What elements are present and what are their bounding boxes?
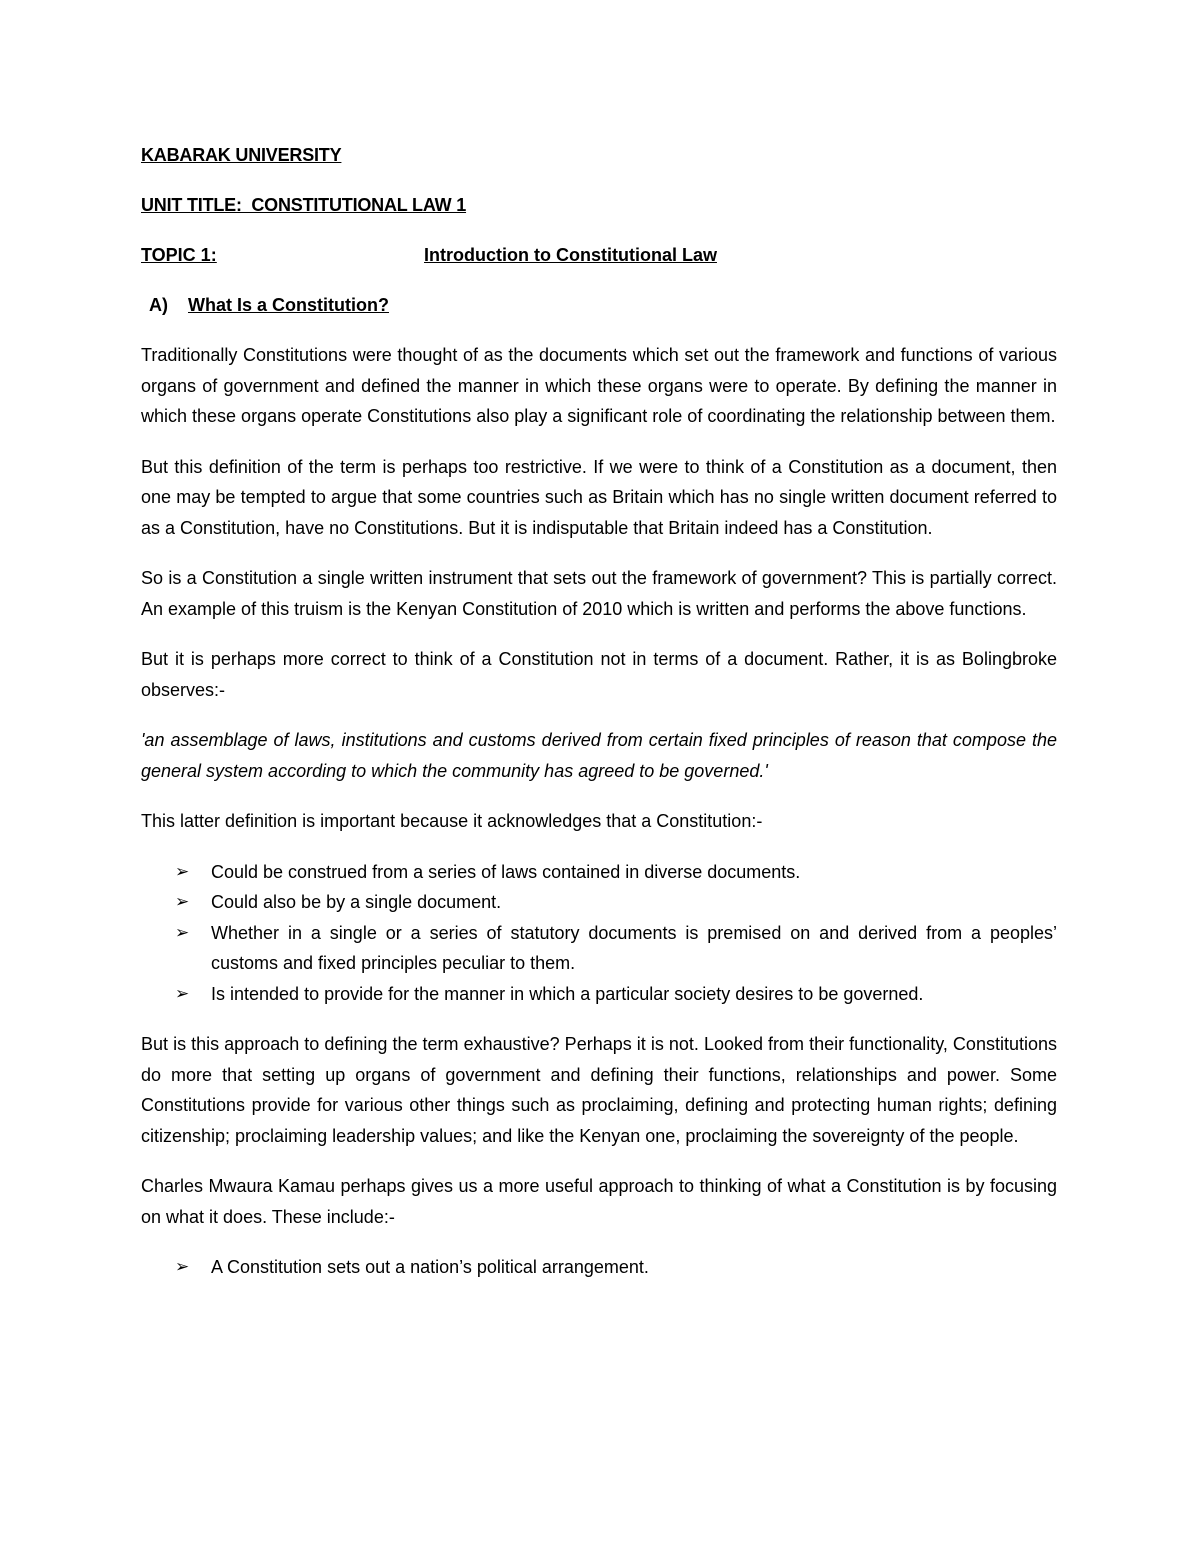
paragraph-3: So is a Constitution a single written instrument that sets out the framework of government? This is partially correct. An example of this truism is the Kenyan Constitution of 2010 which is written and performs the above functions. [141, 568, 1057, 619]
constitution-functions-list [141, 1252, 1057, 1283]
topic-heading [141, 240, 1057, 270]
paragraph-4: But it is perhaps more correct to think of a Constitution not in terms of a document. Rather, it is as Bolingbroke observes:- [141, 649, 1057, 700]
section-a-marker: A) [149, 295, 168, 315]
unit-title-heading: UNIT TITLE: CONSTITUTIONAL LAW 1 [141, 195, 467, 215]
list-item: ➢ Could also be by a single document. [141, 887, 1057, 918]
section-a-title: What Is a Constitution? [188, 295, 389, 315]
list-item: ➢ Whether in a single or a series of statutory documents is premised on and derived from a peoples’ customs and fixed principles peculiar to them. [141, 918, 1057, 979]
paragraph-1: Traditionally Constitutions were thought of as the documents which set out the framework and functions of various organs of government and defined the manner in which these organs were to operate. By defining the manner in which these organs operate Constitutions also play a significant role of coordinating the relationship between them. [141, 345, 1057, 426]
topic-label: TOPIC 1: [141, 245, 217, 265]
bolingbroke-quote: 'an assemblage of laws, institutions and customs derived from certain fixed principles of reason that compose the general system according to which the community has agreed to be governed.' [141, 730, 1057, 781]
arrow-bullet-icon: ➢ [175, 983, 190, 1003]
arrow-bullet-icon: ➢ [175, 892, 190, 911]
section-a-heading [141, 290, 1057, 320]
list-item: ➢ Is intended to provide for the manner in which a particular society desires to be governed. [141, 979, 1057, 1010]
arrow-bullet-icon: ➢ [175, 1257, 190, 1276]
paragraph-5: This latter definition is important because it acknowledges that a Constitution:- [141, 811, 763, 831]
topic-title: Introduction to Constitutional Law [424, 245, 717, 265]
list-item: ➢ A Constitution sets out a nation’s political arrangement. [141, 1252, 1057, 1283]
paragraph-7: Charles Mwaura Kamau perhaps gives us a more useful approach to thinking of what a Constitution is by focusing on what it does. These include:- [141, 1176, 1057, 1227]
paragraph-2: But this definition of the term is perhaps too restrictive. If we were to think of a Constitution as a document, then one may be tempted to argue that some countries such as Britain which has no single written document referred to as a Constitution, have no Constitutions. But it is indisputable that Britain indeed has a Constitution. [141, 456, 1057, 538]
paragraph-6: But is this approach to defining the term exhaustive? Perhaps it is not. Looked from their functionality, Constitutions do more that setting up organs of government and defining their functions, relationships and power. Some Constitutions provide for various other things such as proclaiming, defining and protecting human rights; defining citizenship; proclaiming leadership values; and like the Kenyan one, proclaiming the sovereignty of the people. [141, 1034, 1057, 1146]
list-item: ➢ Could be construed from a series of laws contained in diverse documents. [141, 857, 1057, 888]
arrow-bullet-icon: ➢ [175, 861, 190, 881]
university-heading: KABARAK UNIVERSITY [141, 145, 342, 165]
arrow-bullet-icon: ➢ [175, 922, 190, 942]
constitution-features-list [141, 857, 1057, 1010]
document-page [141, 140, 1057, 1303]
